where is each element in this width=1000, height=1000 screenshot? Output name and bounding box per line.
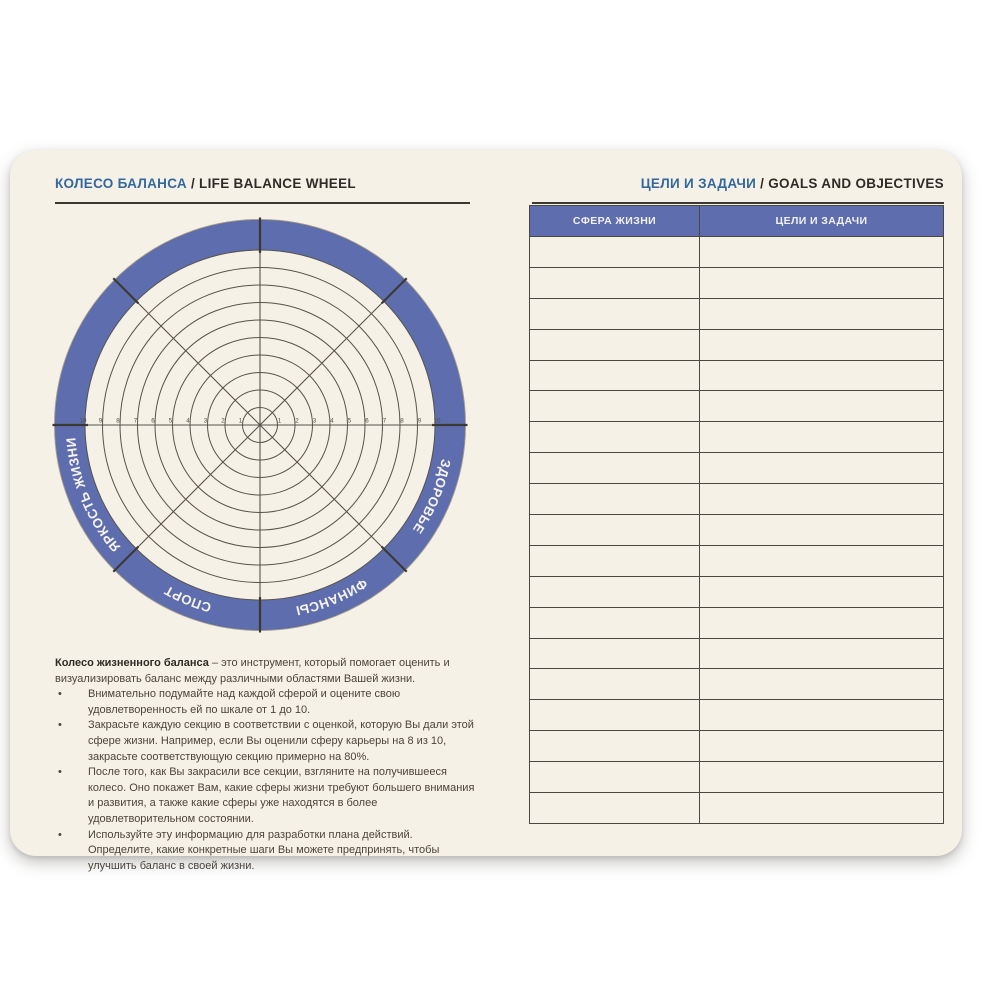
goals-table — [529, 205, 944, 824]
title-separator: / — [760, 176, 765, 191]
table-row — [530, 669, 944, 700]
cell-life-sphere — [530, 700, 700, 731]
cell-life-sphere — [530, 762, 700, 793]
table-row — [530, 453, 944, 484]
cell-life-sphere — [530, 607, 700, 638]
table-row — [530, 700, 944, 731]
left-page-header — [55, 176, 470, 204]
title-separator: / — [190, 176, 196, 191]
cell-life-sphere — [530, 576, 700, 607]
table-row — [530, 638, 944, 669]
description-lead-bold: Колесо жизненного баланса — [55, 657, 209, 669]
scale-number: 1 — [238, 417, 243, 425]
cell-goals — [700, 515, 944, 546]
cell-life-sphere — [530, 484, 700, 515]
table-row — [530, 762, 944, 793]
description-lead-rest: – это инструмент, который помогает оценить и визуализировать баланс между различными областями Вашей жизни. — [55, 657, 450, 685]
bullet-item: • Внимательно подумайте над каждой сферой и оцените свою удовлетворенность ей по шкале от 1 до 10. — [55, 687, 479, 718]
scale-number: 9 — [98, 417, 103, 425]
cell-goals — [700, 453, 944, 484]
scale-number: 9 — [417, 417, 422, 425]
table-row — [530, 515, 944, 546]
description — [55, 656, 479, 874]
cell-goals — [700, 793, 944, 824]
planner-spread — [10, 150, 962, 872]
table-row — [530, 607, 944, 638]
scale-number: 5 — [168, 417, 173, 425]
cell-life-sphere — [530, 360, 700, 391]
cell-goals — [700, 576, 944, 607]
sector-label: ЗДОРОВЬЕ — [409, 457, 454, 537]
cell-goals — [700, 237, 944, 268]
table-row — [530, 422, 944, 453]
scale-number: 8 — [116, 417, 120, 425]
cell-life-sphere — [530, 731, 700, 762]
page-title-ru: КОЛЕСО БАЛАНСА — [55, 176, 187, 191]
sector-label: ЯРКОСТЬ ЖИЗНИ — [63, 436, 124, 555]
scale-number: 6 — [365, 417, 369, 425]
balance-wheel — [50, 215, 470, 635]
scale-number: 3 — [203, 417, 208, 425]
scale-number: 7 — [382, 417, 387, 425]
table-row — [530, 298, 944, 329]
cell-goals — [700, 545, 944, 576]
cell-life-sphere — [530, 638, 700, 669]
scale-number: 5 — [347, 417, 352, 425]
table-row — [530, 545, 944, 576]
scale-number: 10 — [433, 417, 441, 425]
table-row — [530, 391, 944, 422]
description-lead — [55, 656, 479, 687]
cell-life-sphere — [530, 298, 700, 329]
cell-life-sphere — [530, 391, 700, 422]
table-row — [530, 576, 944, 607]
cell-life-sphere — [530, 545, 700, 576]
column-header-goals: ЦЕЛИ И ЗАДАЧИ — [700, 206, 944, 237]
cell-goals — [700, 360, 944, 391]
table-row — [530, 731, 944, 762]
sector-label: СПОРТ — [161, 582, 213, 616]
cell-life-sphere — [530, 237, 700, 268]
scale-number: 4 — [186, 417, 190, 425]
table-row — [530, 360, 944, 391]
table-header-row — [530, 206, 944, 237]
cell-goals — [700, 484, 944, 515]
cell-life-sphere — [530, 422, 700, 453]
scale-number: 10 — [79, 417, 87, 425]
table-row — [530, 329, 944, 360]
bullet-item: • Используйте эту информацию для разработки плана действий. Определите, какие конкретные шаги Вы можете предпринять, чтобы улучшить баланс в своей жизни. — [55, 828, 479, 875]
scale-number: 8 — [400, 417, 404, 425]
cell-goals — [700, 298, 944, 329]
right-page-header — [532, 176, 944, 204]
scale-number: 3 — [312, 417, 317, 425]
scale-number: 7 — [133, 417, 138, 425]
cell-goals — [700, 731, 944, 762]
scale-number: 2 — [295, 417, 299, 425]
table-row — [530, 237, 944, 268]
scale-number: 4 — [330, 417, 334, 425]
cell-life-sphere — [530, 793, 700, 824]
cell-life-sphere — [530, 453, 700, 484]
cell-life-sphere — [530, 267, 700, 298]
cell-goals — [700, 607, 944, 638]
page-title-en: LIFE BALANCE WHEEL — [199, 176, 356, 191]
cell-goals — [700, 700, 944, 731]
cell-goals — [700, 638, 944, 669]
bullet-item: • После того, как Вы закрасили все секции, взгляните на получившееся колесо. Оно покажет Вам, какие сферы жизни требуют большего внимания и развития, а также какие сферы уже находятся в более удовлетворительном состоянии. — [55, 765, 479, 827]
page-title-en: GOALS AND OBJECTIVES — [768, 176, 944, 191]
cell-life-sphere — [530, 515, 700, 546]
table-row — [530, 484, 944, 515]
column-header-life-sphere: СФЕРА ЖИЗНИ — [530, 206, 700, 237]
cell-life-sphere — [530, 329, 700, 360]
cell-goals — [700, 422, 944, 453]
scale-number: 2 — [221, 417, 225, 425]
table-row — [530, 267, 944, 298]
cell-goals — [700, 267, 944, 298]
sector-label: ФИНАНСЫ — [294, 575, 371, 619]
cell-life-sphere — [530, 669, 700, 700]
cell-goals — [700, 762, 944, 793]
page-title-ru: ЦЕЛИ И ЗАДАЧИ — [640, 176, 757, 191]
cell-goals — [700, 391, 944, 422]
description-bullets — [55, 687, 479, 874]
table-row — [530, 793, 944, 824]
scale-number: 1 — [277, 417, 282, 425]
scale-number: 6 — [151, 417, 155, 425]
cell-goals — [700, 669, 944, 700]
bullet-item: • Закрасьте каждую секцию в соответствии с оценкой, которую Вы дали этой сфере жизни. Например, если Вы оценили сферу карьеры на 8 из 10, закрасьте соответствующую секцию примерно на 80%. — [55, 718, 479, 765]
cell-goals — [700, 329, 944, 360]
